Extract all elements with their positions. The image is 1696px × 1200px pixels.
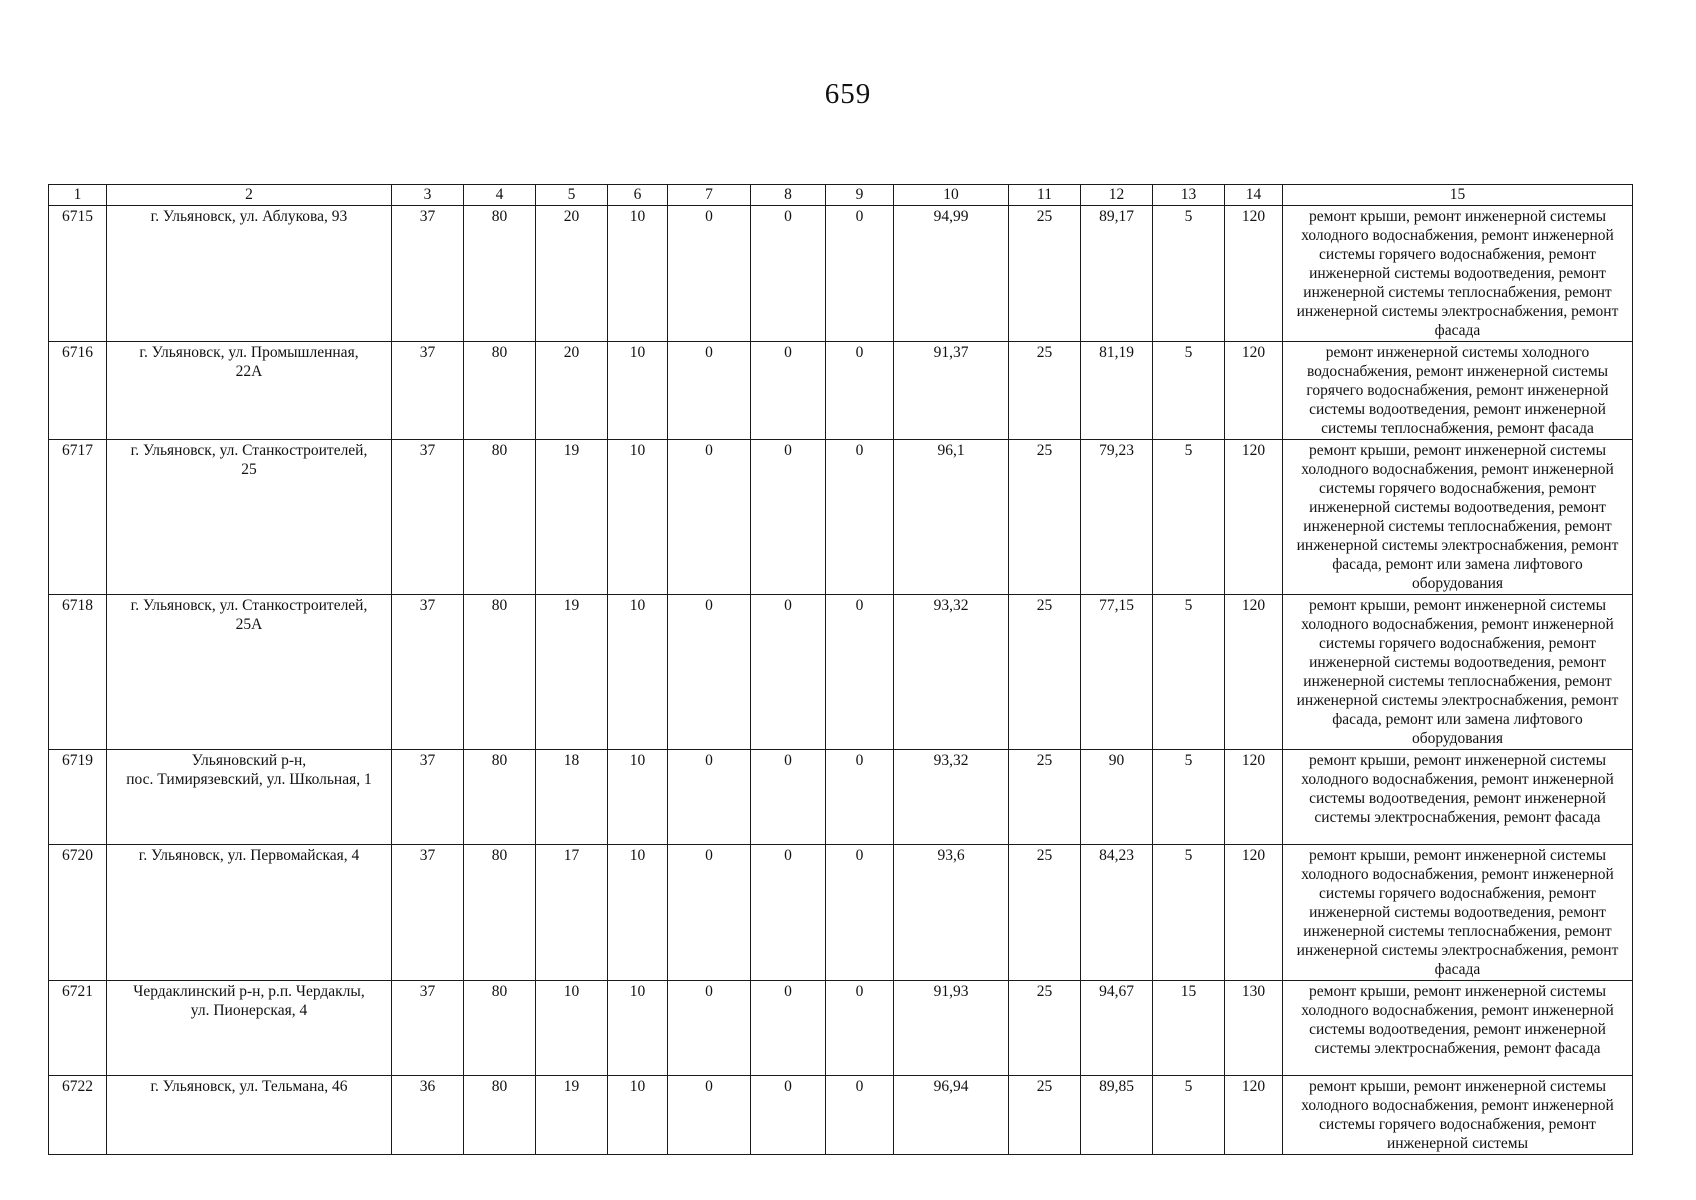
table-cell: 0 [751, 981, 826, 1076]
address-cell: г. Ульяновск, ул. Тельмана, 46 [107, 1076, 392, 1155]
table-cell: 10 [608, 342, 668, 440]
table-cell: 0 [668, 342, 751, 440]
table-cell: 0 [668, 595, 751, 750]
table-row [49, 342, 1633, 440]
row-number: 6720 [49, 845, 107, 981]
table-cell: 80 [464, 440, 536, 595]
repair-works-cell: ремонт крыши, ремонт инженерной системы холодного водоснабжения, ремонт инженерной системы горячего водоснабжения, ремонт инженерной системы водоотведения, ремонт инженерной системы теплоснабжения, ремонт инженерной системы электроснабжения, ремонт фасада [1283, 206, 1633, 342]
table-cell: 10 [608, 981, 668, 1076]
table-cell: 0 [668, 440, 751, 595]
table-cell: 10 [608, 595, 668, 750]
row-number: 6717 [49, 440, 107, 595]
table-cell: 79,23 [1081, 440, 1153, 595]
table-cell: 20 [536, 206, 608, 342]
table-cell: 0 [668, 750, 751, 845]
table-cell: 80 [464, 845, 536, 981]
repair-works-cell: ремонт крыши, ремонт инженерной системы холодного водоснабжения, ремонт инженерной системы горячего водоснабжения, ремонт инженерной системы водоотведения, ремонт инженерной системы теплоснабжения, ремонт инженерной системы электроснабжения, ремонт фасада [1283, 845, 1633, 981]
table-cell: 93,6 [894, 845, 1009, 981]
table-row [49, 1076, 1633, 1155]
table-cell: 25 [1009, 1076, 1081, 1155]
column-header: 10 [894, 185, 1009, 206]
table-cell: 89,85 [1081, 1076, 1153, 1155]
table-cell: 0 [751, 206, 826, 342]
table-cell: 0 [826, 342, 894, 440]
column-header: 15 [1283, 185, 1633, 206]
table-cell: 10 [608, 750, 668, 845]
table-cell: 0 [751, 440, 826, 595]
table-cell: 0 [668, 981, 751, 1076]
table-cell: 37 [392, 750, 464, 845]
table-cell: 37 [392, 440, 464, 595]
table-cell: 93,32 [894, 595, 1009, 750]
table-row [49, 845, 1633, 981]
table-cell: 80 [464, 342, 536, 440]
table-cell: 10 [608, 845, 668, 981]
table-cell: 10 [536, 981, 608, 1076]
table-cell: 0 [751, 342, 826, 440]
table-cell: 10 [608, 206, 668, 342]
column-header: 3 [392, 185, 464, 206]
table-cell: 80 [464, 750, 536, 845]
column-header: 11 [1009, 185, 1081, 206]
table-cell: 77,15 [1081, 595, 1153, 750]
page-number: 659 [824, 78, 872, 110]
table-cell: 17 [536, 845, 608, 981]
table-cell: 25 [1009, 750, 1081, 845]
table-cell: 120 [1225, 440, 1283, 595]
table-cell: 0 [826, 440, 894, 595]
table-cell: 81,19 [1081, 342, 1153, 440]
table-row [49, 595, 1633, 750]
table-cell: 120 [1225, 342, 1283, 440]
row-number: 6722 [49, 1076, 107, 1155]
table-cell: 89,17 [1081, 206, 1153, 342]
column-header: 8 [751, 185, 826, 206]
table-cell: 25 [1009, 342, 1081, 440]
column-header: 13 [1153, 185, 1225, 206]
table-cell: 10 [608, 440, 668, 595]
table-cell: 94,99 [894, 206, 1009, 342]
table-cell: 120 [1225, 750, 1283, 845]
table-cell: 37 [392, 845, 464, 981]
table-cell: 120 [1225, 206, 1283, 342]
table-row [49, 206, 1633, 342]
table-cell: 93,32 [894, 750, 1009, 845]
table-row [49, 440, 1633, 595]
table-cell: 37 [392, 342, 464, 440]
table-cell: 80 [464, 595, 536, 750]
column-header: 2 [107, 185, 392, 206]
column-header: 9 [826, 185, 894, 206]
address-cell: Чердаклинский р-н, р.п. Чердаклы, ул. Пионерская, 4 [107, 981, 392, 1076]
table-cell: 91,37 [894, 342, 1009, 440]
row-number: 6715 [49, 206, 107, 342]
column-header: 12 [1081, 185, 1153, 206]
column-header: 1 [49, 185, 107, 206]
column-header: 7 [668, 185, 751, 206]
table-cell: 0 [826, 981, 894, 1076]
table-cell: 5 [1153, 342, 1225, 440]
row-number: 6721 [49, 981, 107, 1076]
table-cell: 5 [1153, 1076, 1225, 1155]
repair-works-cell: ремонт инженерной системы холодного водоснабжения, ремонт инженерной системы горячего водоснабжения, ремонт инженерной системы водоотведения, ремонт инженерной системы теплоснабжения, ремонт фасада [1283, 342, 1633, 440]
table-cell: 25 [1009, 981, 1081, 1076]
table-cell: 96,94 [894, 1076, 1009, 1155]
column-header: 14 [1225, 185, 1283, 206]
table-cell: 0 [826, 595, 894, 750]
table-row [49, 750, 1633, 845]
table-cell: 0 [751, 1076, 826, 1155]
table-cell: 96,1 [894, 440, 1009, 595]
table-cell: 19 [536, 440, 608, 595]
table-cell: 15 [1153, 981, 1225, 1076]
table-cell: 120 [1225, 845, 1283, 981]
table-cell: 25 [1009, 440, 1081, 595]
address-cell: г. Ульяновск, ул. Промышленная, 22А [107, 342, 392, 440]
table-cell: 10 [608, 1076, 668, 1155]
column-header: 6 [608, 185, 668, 206]
table-cell: 130 [1225, 981, 1283, 1076]
address-cell: Ульяновский р-н, пос. Тимирязевский, ул. Школьная, 1 [107, 750, 392, 845]
table-cell: 90 [1081, 750, 1153, 845]
table-cell: 0 [668, 845, 751, 981]
column-header: 5 [536, 185, 608, 206]
table-cell: 0 [826, 206, 894, 342]
table-cell: 37 [392, 981, 464, 1076]
table-cell: 91,93 [894, 981, 1009, 1076]
table-cell: 20 [536, 342, 608, 440]
table-cell: 80 [464, 981, 536, 1076]
address-cell: г. Ульяновск, ул. Первомайская, 4 [107, 845, 392, 981]
housing-repair-table [48, 184, 1633, 1155]
table-cell: 0 [751, 595, 826, 750]
table-cell: 0 [751, 750, 826, 845]
header-row [49, 185, 1633, 206]
table-cell: 5 [1153, 845, 1225, 981]
table-cell: 80 [464, 206, 536, 342]
table-cell: 37 [392, 206, 464, 342]
table-cell: 0 [751, 845, 826, 981]
repair-works-cell: ремонт крыши, ремонт инженерной системы холодного водоснабжения, ремонт инженерной системы водоотведения, ремонт инженерной системы электроснабжения, ремонт фасада [1283, 750, 1633, 845]
table-cell: 5 [1153, 595, 1225, 750]
repair-works-cell: ремонт крыши, ремонт инженерной системы холодного водоснабжения, ремонт инженерной системы горячего водоснабжения, ремонт инженерной системы [1283, 1076, 1633, 1155]
table-cell: 36 [392, 1076, 464, 1155]
table-cell: 19 [536, 1076, 608, 1155]
table-cell: 25 [1009, 595, 1081, 750]
table-cell: 0 [668, 1076, 751, 1155]
address-cell: г. Ульяновск, ул. Аблукова, 93 [107, 206, 392, 342]
table-cell: 18 [536, 750, 608, 845]
table-cell: 84,23 [1081, 845, 1153, 981]
table-cell: 0 [668, 206, 751, 342]
table-cell: 0 [826, 750, 894, 845]
table-cell: 94,67 [1081, 981, 1153, 1076]
address-cell: г. Ульяновск, ул. Станкостроителей, 25 [107, 440, 392, 595]
table-cell: 120 [1225, 1076, 1283, 1155]
table-cell: 37 [392, 595, 464, 750]
table-cell: 25 [1009, 845, 1081, 981]
repair-works-cell: ремонт крыши, ремонт инженерной системы холодного водоснабжения, ремонт инженерной системы горячего водоснабжения, ремонт инженерной системы водоотведения, ремонт инженерной системы теплоснабжения, ремонт инженерной системы электроснабжения, ремонт фасада, ремонт или замена лифтового оборудования [1283, 595, 1633, 750]
table-cell: 25 [1009, 206, 1081, 342]
column-header: 4 [464, 185, 536, 206]
repair-works-cell: ремонт крыши, ремонт инженерной системы холодного водоснабжения, ремонт инженерной системы горячего водоснабжения, ремонт инженерной системы водоотведения, ремонт инженерной системы теплоснабжения, ремонт инженерной системы электроснабжения, ремонт фасада, ремонт или замена лифтового оборудования [1283, 440, 1633, 595]
table-row [49, 981, 1633, 1076]
row-number: 6719 [49, 750, 107, 845]
address-cell: г. Ульяновск, ул. Станкостроителей, 25А [107, 595, 392, 750]
table-cell: 0 [826, 1076, 894, 1155]
table-cell: 5 [1153, 750, 1225, 845]
repair-works-cell: ремонт крыши, ремонт инженерной системы холодного водоснабжения, ремонт инженерной системы водоотведения, ремонт инженерной системы электроснабжения, ремонт фасада [1283, 981, 1633, 1076]
table-cell: 120 [1225, 595, 1283, 750]
table-cell: 19 [536, 595, 608, 750]
table-cell: 80 [464, 1076, 536, 1155]
table-cell: 5 [1153, 440, 1225, 595]
row-number: 6718 [49, 595, 107, 750]
row-number: 6716 [49, 342, 107, 440]
table-cell: 0 [826, 845, 894, 981]
table-cell: 5 [1153, 206, 1225, 342]
